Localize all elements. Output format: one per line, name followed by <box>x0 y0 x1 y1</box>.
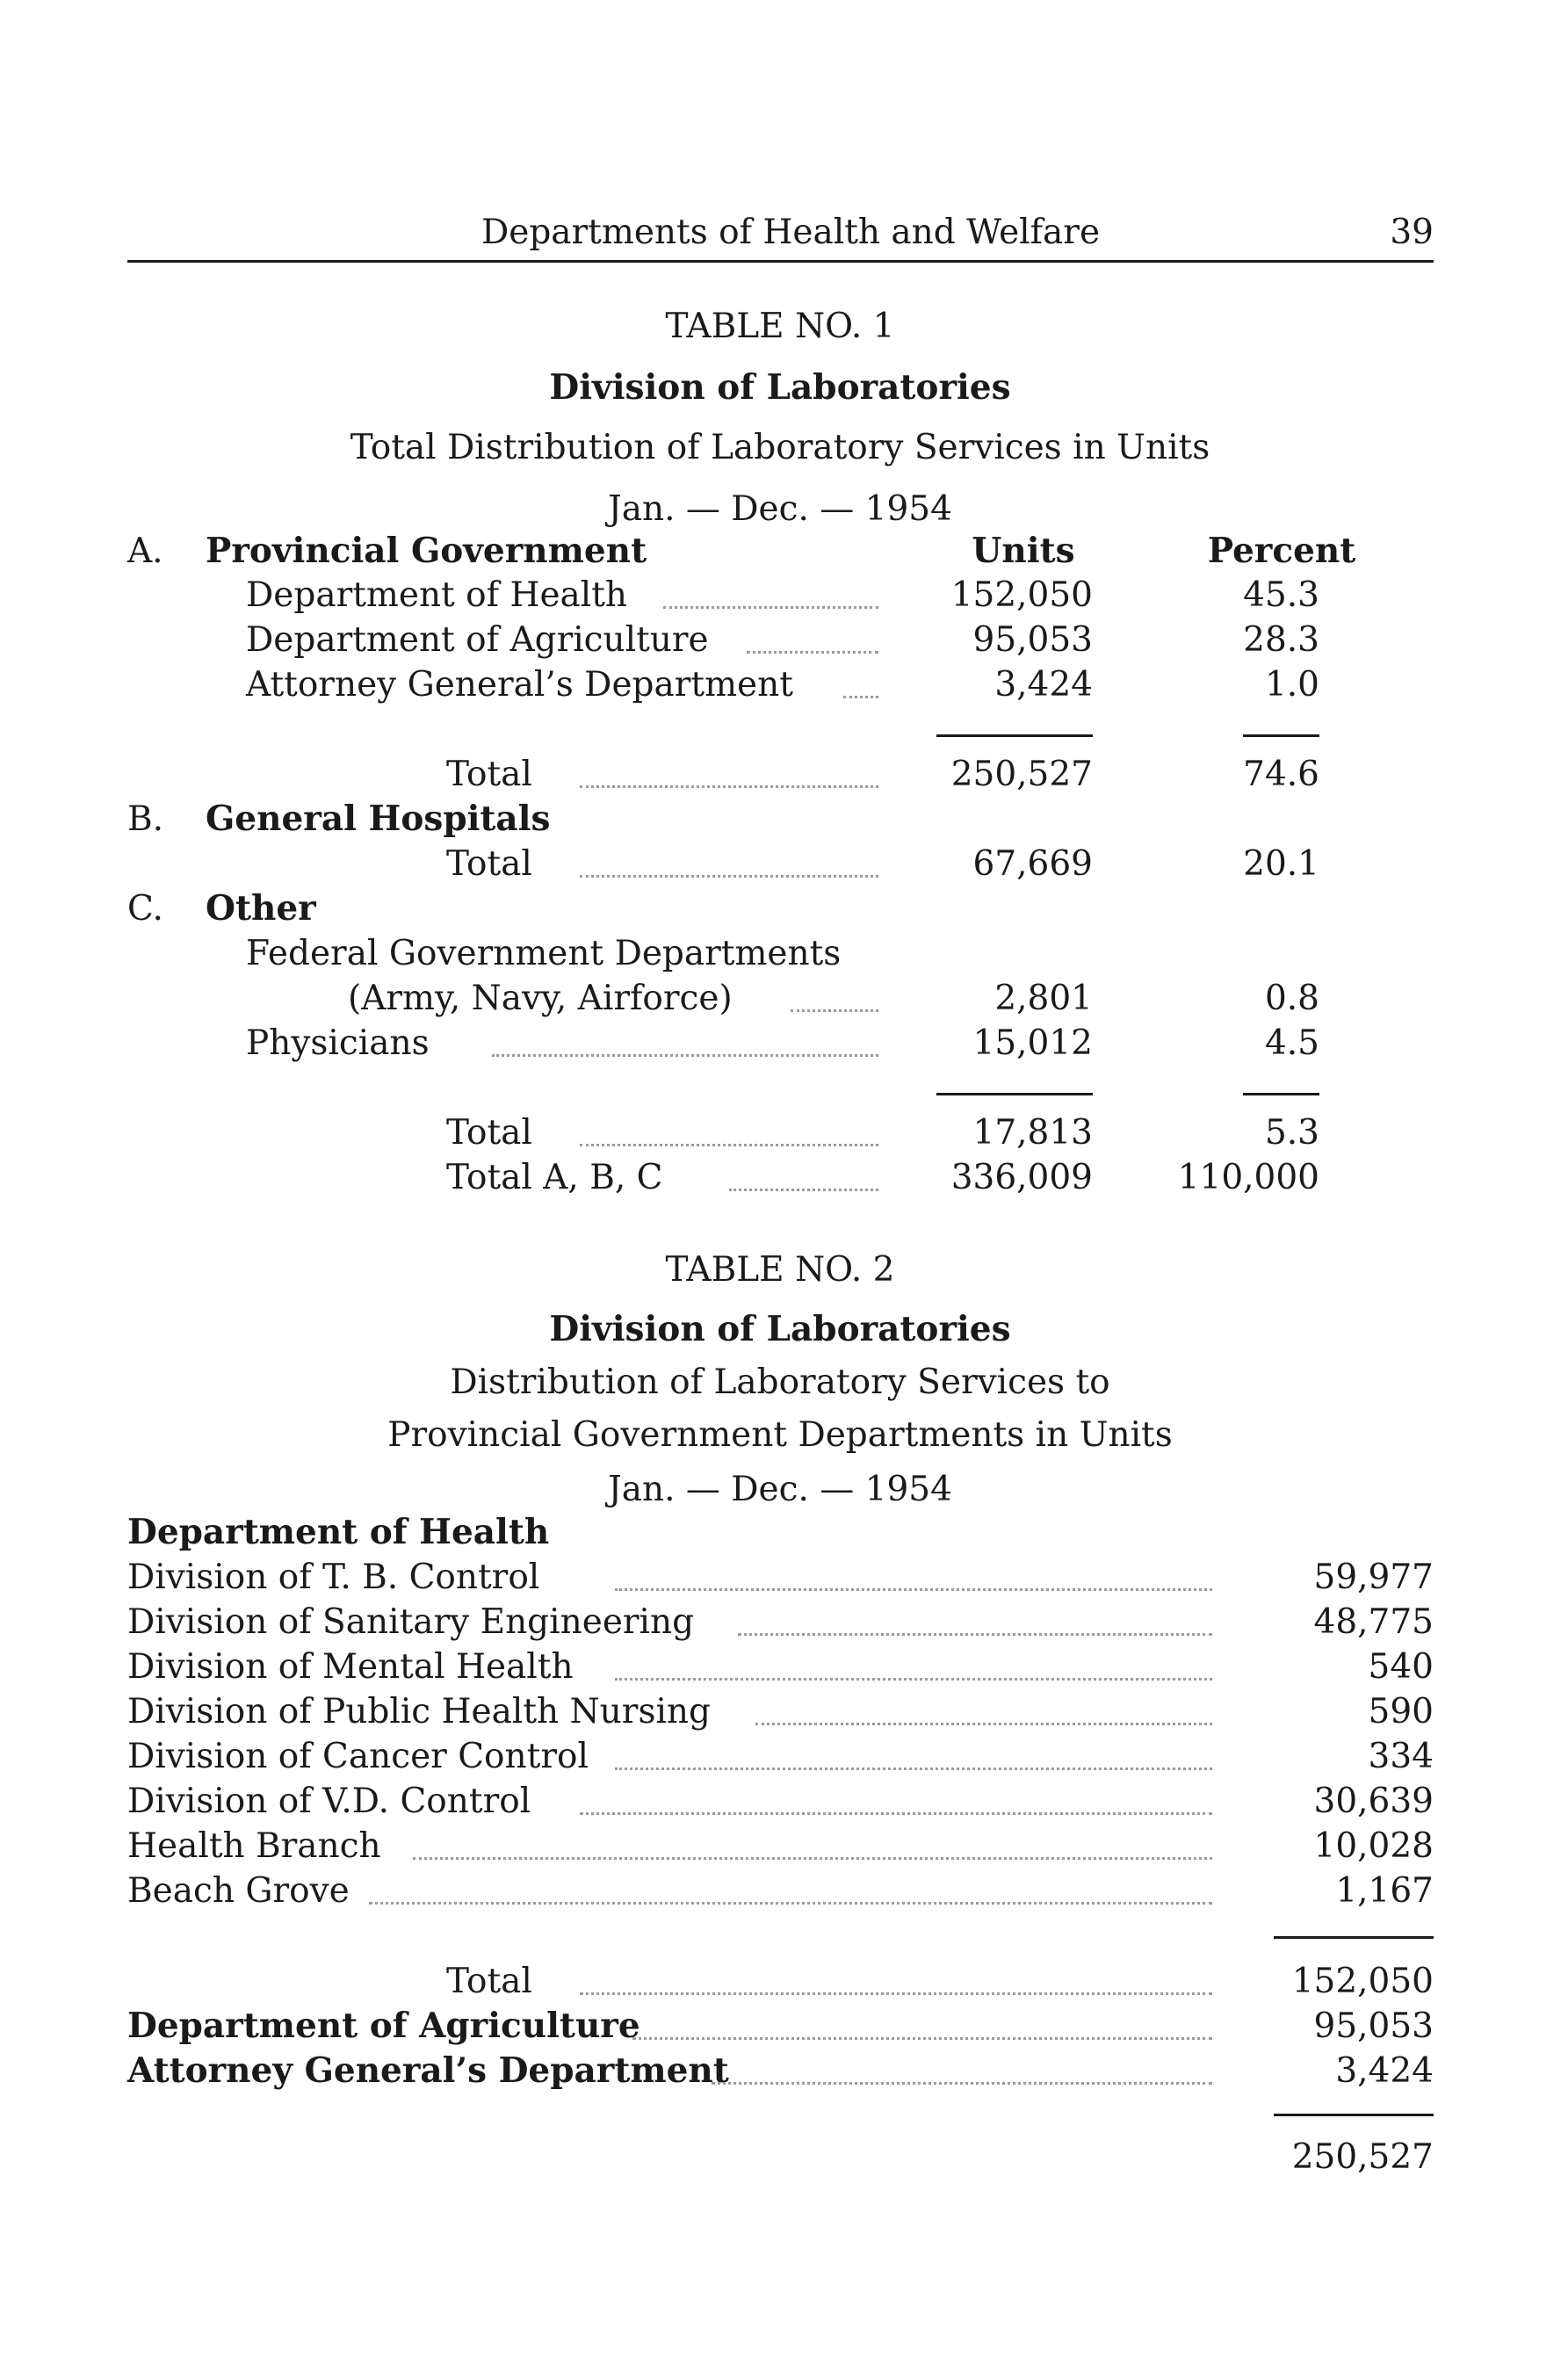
leader-dots <box>580 785 878 788</box>
table2-row-value: 48,775 <box>1313 1602 1434 1642</box>
leader-dots <box>492 1054 878 1057</box>
grand-total-label: Total A, B, C <box>446 1158 663 1197</box>
header-rule <box>127 260 1434 263</box>
leader-dots <box>747 651 878 654</box>
section-b-total-label: Total <box>446 844 532 884</box>
section-a-total-units: 250,527 <box>950 755 1093 794</box>
table2-row-label: Division of T. B. Control <box>127 1558 540 1597</box>
leader-dots <box>580 1812 1212 1815</box>
table1-row-percent: 28.3 <box>1243 620 1319 660</box>
leader-dots <box>632 2037 1212 2040</box>
leader-dots <box>580 875 878 878</box>
section-b-letter: B. <box>127 799 164 839</box>
table2-row-value: 334 <box>1368 1737 1434 1776</box>
table2-grand-total-rule <box>1274 2114 1434 2116</box>
table2-row-label: Division of V.D. Control <box>127 1782 531 1821</box>
percent-subtotal-rule <box>1243 734 1319 737</box>
table1-row-units: 152,050 <box>950 575 1093 615</box>
leader-dots <box>615 1768 1212 1770</box>
table1-period: Jan. — Dec. — 1954 <box>608 489 952 529</box>
leader-dots <box>755 1723 1212 1725</box>
table1-title: TABLE NO. 1 <box>665 307 895 346</box>
section-b-heading: General Hospitals <box>206 799 551 839</box>
department-of-agriculture-value: 95,053 <box>1313 2006 1434 2046</box>
table1-row-percent: 45.3 <box>1243 575 1319 615</box>
table2-row-label: Health Branch <box>127 1826 381 1866</box>
attorney-general-value: 3,424 <box>1335 2051 1434 2091</box>
section-c-letter: C. <box>127 889 163 929</box>
leader-dots <box>413 1857 1212 1860</box>
table2-description-line1: Distribution of Laboratory Services to <box>450 1363 1110 1402</box>
table2-total-value: 152,050 <box>1291 1962 1434 2001</box>
table2-description-line2: Provincial Government Departments in Units <box>387 1415 1173 1455</box>
table1-row-percent: 0.8 <box>1264 979 1319 1018</box>
section-a-heading: Provincial Government <box>206 531 647 571</box>
table2-subtotal-rule <box>1274 1936 1434 1939</box>
table1-row-label: Attorney General’s Department <box>246 665 793 705</box>
table1-row-units: 95,053 <box>972 620 1093 660</box>
table1-row-label: (Army, Navy, Airforce) <box>348 979 733 1018</box>
table1-row-label: Physicians <box>246 1023 430 1063</box>
units-subtotal-rule <box>936 1093 1093 1095</box>
table2-row-label: Division of Sanitary Engineering <box>127 1602 695 1642</box>
leader-dots <box>843 696 878 698</box>
section-c-heading: Other <box>206 888 316 929</box>
table2-row-value: 30,639 <box>1313 1782 1434 1821</box>
grand-total-percent: 110,000 <box>1177 1158 1319 1197</box>
table2-subtitle: Division of Laboratories <box>549 1309 1011 1349</box>
table2-row-label: Division of Mental Health <box>127 1647 574 1687</box>
table2-period: Jan. — Dec. — 1954 <box>608 1470 952 1509</box>
table2-row-value: 1,167 <box>1335 1871 1434 1911</box>
table1-row-units: 15,012 <box>972 1023 1093 1063</box>
leader-dots <box>791 1009 878 1012</box>
section-a-total-percent: 74.6 <box>1243 755 1319 794</box>
table2-title: TABLE NO. 2 <box>665 1250 895 1290</box>
leader-dots <box>615 1678 1212 1681</box>
section-a-total-label: Total <box>446 755 532 794</box>
table1-subtitle: Division of Laboratories <box>549 367 1011 408</box>
section-b-total-percent: 20.1 <box>1243 844 1319 884</box>
leader-dots <box>663 606 878 609</box>
section-c-total-label: Total <box>446 1113 532 1153</box>
running-title: Departments of Health and Welfare <box>481 213 1101 252</box>
leader-dots <box>729 1189 878 1191</box>
attorney-general-label: Attorney General’s Department <box>127 2050 729 2091</box>
units-column-header: Units <box>972 531 1075 571</box>
table2-row-value: 10,028 <box>1313 1826 1434 1866</box>
table1-row-percent: 1.0 <box>1264 665 1319 705</box>
section-c-total-percent: 5.3 <box>1264 1113 1319 1153</box>
table2-row-label: Division of Public Health Nursing <box>127 1692 712 1731</box>
department-of-agriculture-label: Department of Agriculture <box>127 2006 640 2046</box>
percent-column-header: Percent <box>1207 531 1356 571</box>
section-b-total-units: 67,669 <box>972 844 1093 884</box>
leader-dots <box>369 1902 1212 1905</box>
table1-row-percent: 4.5 <box>1264 1023 1319 1063</box>
federal-departments-label: Federal Government Departments <box>246 934 842 973</box>
section-c-total-units: 17,813 <box>972 1113 1093 1153</box>
leader-dots <box>712 2082 1212 2085</box>
grand-total-units: 336,009 <box>950 1158 1093 1197</box>
units-subtotal-rule <box>936 734 1093 737</box>
leader-dots <box>580 1144 878 1146</box>
department-of-health-heading: Department of Health <box>127 1512 550 1552</box>
table1-description: Total Distribution of Laboratory Services in Units <box>350 428 1210 467</box>
table2-row-label: Beach Grove <box>127 1871 350 1911</box>
table2-row-value: 540 <box>1368 1647 1434 1687</box>
percent-subtotal-rule <box>1243 1093 1319 1095</box>
table2-row-label: Division of Cancer Control <box>127 1737 589 1776</box>
table2-grand-total-value: 250,527 <box>1291 2137 1434 2177</box>
table2-row-value: 590 <box>1368 1692 1434 1731</box>
table1-row-units: 3,424 <box>994 665 1093 705</box>
table1-row-units: 2,801 <box>994 979 1093 1018</box>
table2-row-value: 59,977 <box>1313 1558 1434 1597</box>
table1-row-label: Department of Agriculture <box>246 620 709 660</box>
leader-dots <box>615 1588 1212 1591</box>
leader-dots <box>580 1992 1212 1995</box>
leader-dots <box>738 1633 1212 1636</box>
table2-total-label: Total <box>446 1962 532 2001</box>
section-a-letter: A. <box>127 531 163 571</box>
page-number: 39 <box>1390 213 1434 252</box>
table1-row-label: Department of Health <box>246 575 628 615</box>
